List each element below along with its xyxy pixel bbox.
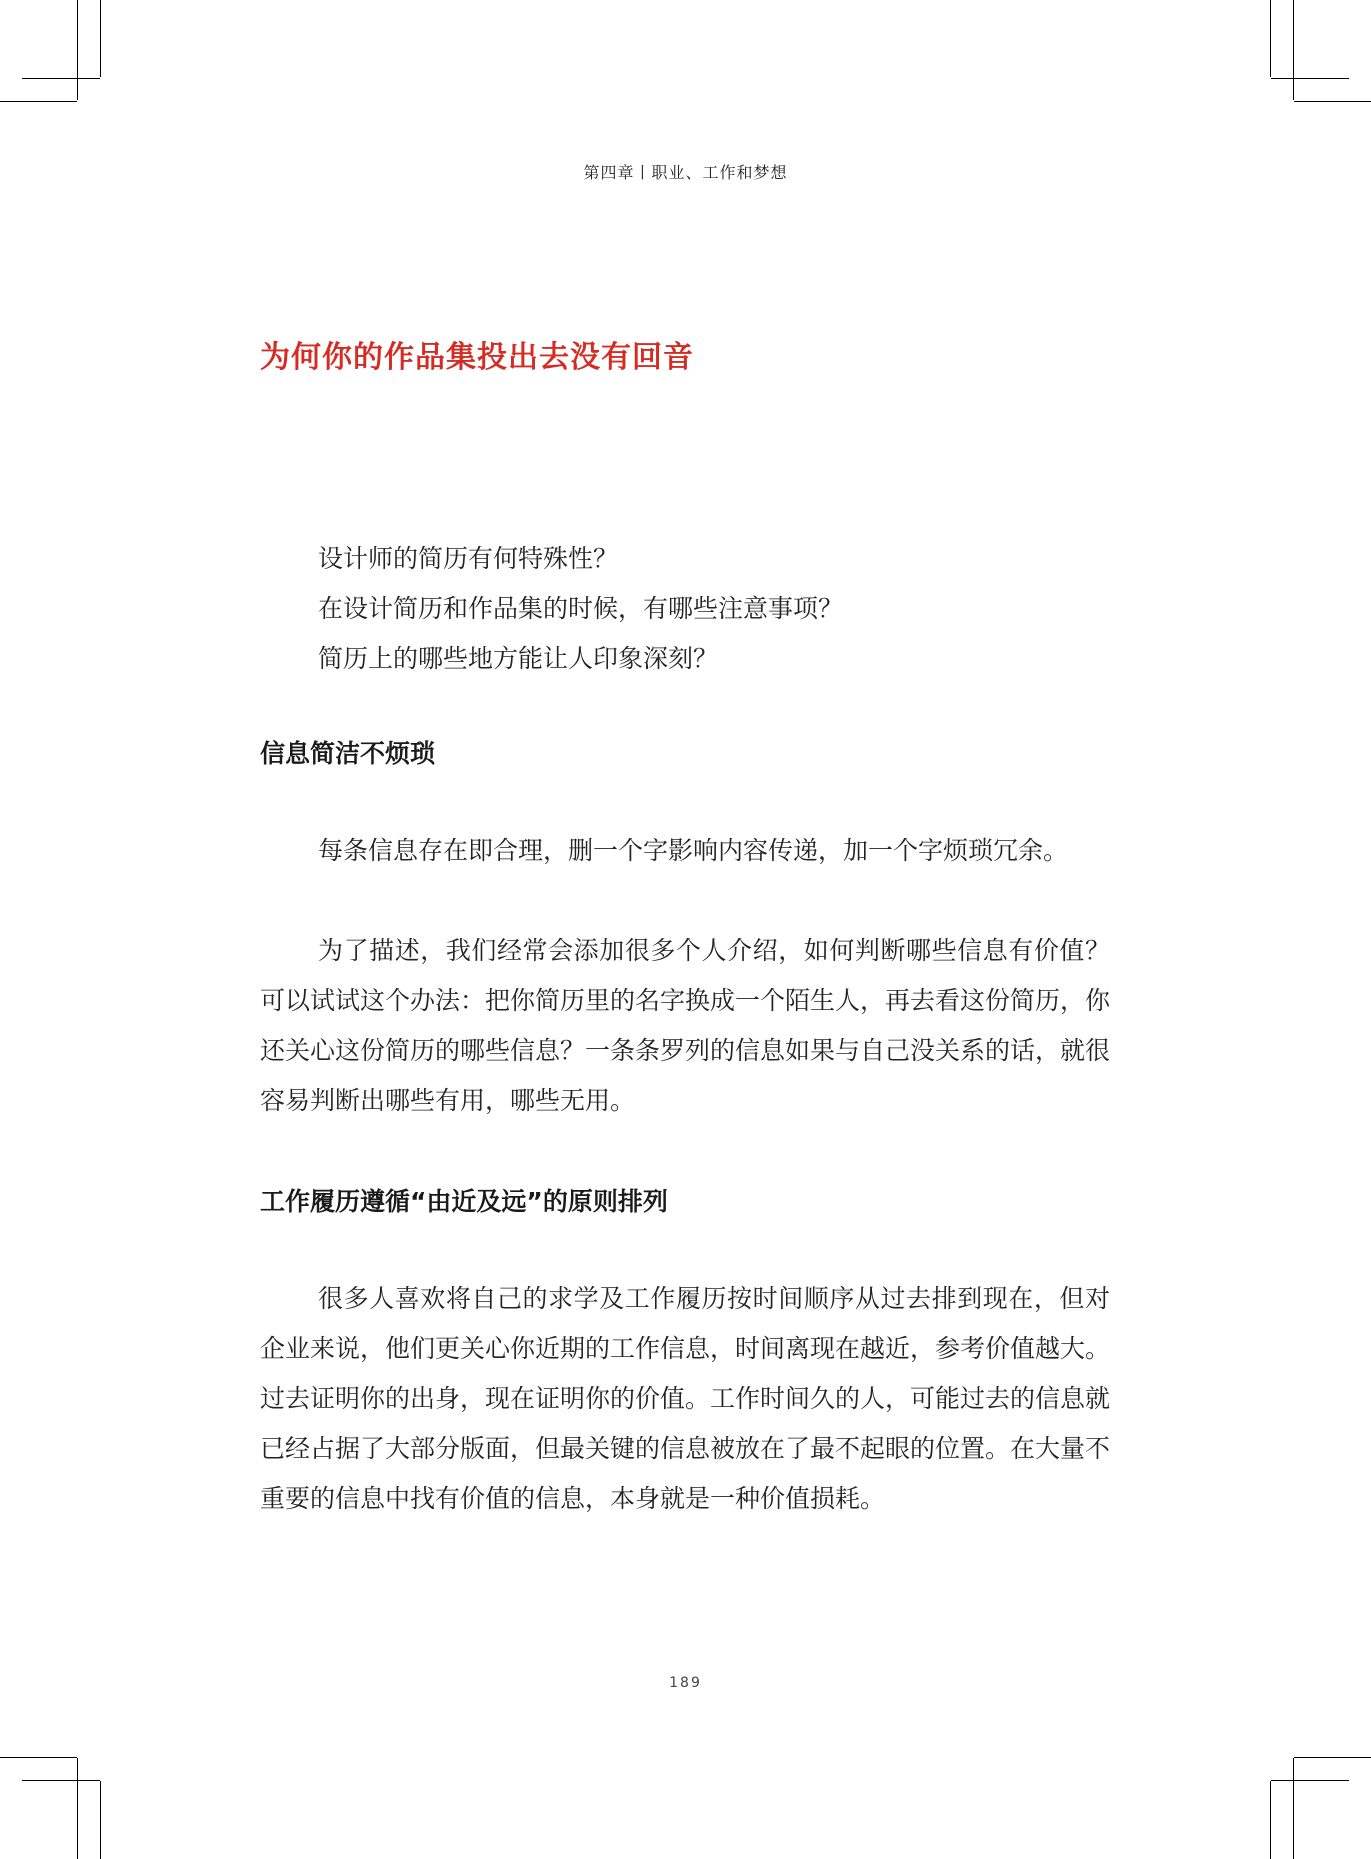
crop-mark-top-left	[77, 0, 78, 100]
running-head: 第四章丨职业、工作和梦想	[583, 163, 788, 182]
crop-mark-top-right	[1271, 78, 1349, 79]
crop-mark-bottom-right	[1270, 1781, 1271, 1859]
section-heading: 信息简洁不烦琐	[260, 739, 436, 768]
crop-mark-bottom-left	[100, 1781, 101, 1859]
crop-mark-top-left	[0, 101, 77, 102]
crop-mark-top-right	[1294, 101, 1371, 102]
question-list	[318, 534, 843, 684]
question-item: 设计师的简历有何特殊性？	[318, 544, 619, 573]
crop-mark-bottom-left	[0, 1757, 77, 1758]
crop-mark-top-left	[100, 0, 101, 77]
crop-mark-bottom-left	[77, 1758, 78, 1859]
paragraph: 很多人喜欢将自己的求学及工作履历按时间顺序从过去排到现在，但对企业来说，他们更关心你近期的工作信息，时间离现在越近，参考价值越大。过去证明你的出身，现在证明你的价值。工作时间久的人，可能过去的信息就已经占据了大部分版面，但最关键的信息被放在了最不起眼的位置。在大量不重要的信息中找有价值的信息，本身就是一种价值损耗。	[260, 1284, 1111, 1513]
section-heading: 工作履历遵循“由近及远”的原则排列	[260, 1187, 668, 1216]
crop-mark-bottom-right	[1271, 1780, 1349, 1781]
question-item: 简历上的哪些地方能让人印象深刻？	[318, 644, 719, 673]
paragraph: 每条信息存在即合理，删一个字影响内容传递，加一个字烦琐冗余。	[318, 836, 1069, 865]
page-title: 为何你的作品集投出去没有回音	[260, 340, 694, 375]
crop-mark-top-left	[22, 78, 100, 79]
page-number: 189	[669, 1675, 702, 1691]
crop-mark-top-right	[1293, 0, 1294, 100]
crop-mark-bottom-right	[1294, 1757, 1371, 1758]
crop-mark-top-right	[1270, 0, 1271, 77]
paragraph: 为了描述，我们经常会添加很多个人介绍，如何判断哪些信息有价值？可以试试这个办法：把你简历里的名字换成一个陌生人，再去看这份简历，你还关心这份简历的哪些信息？一条条罗列的信息如果与自己没关系的话，就很容易判断出哪些有用，哪些无用。	[260, 936, 1111, 1115]
question-item: 在设计简历和作品集的时候，有哪些注意事项？	[318, 594, 844, 623]
crop-mark-bottom-left	[22, 1780, 100, 1781]
crop-mark-bottom-right	[1293, 1758, 1294, 1859]
